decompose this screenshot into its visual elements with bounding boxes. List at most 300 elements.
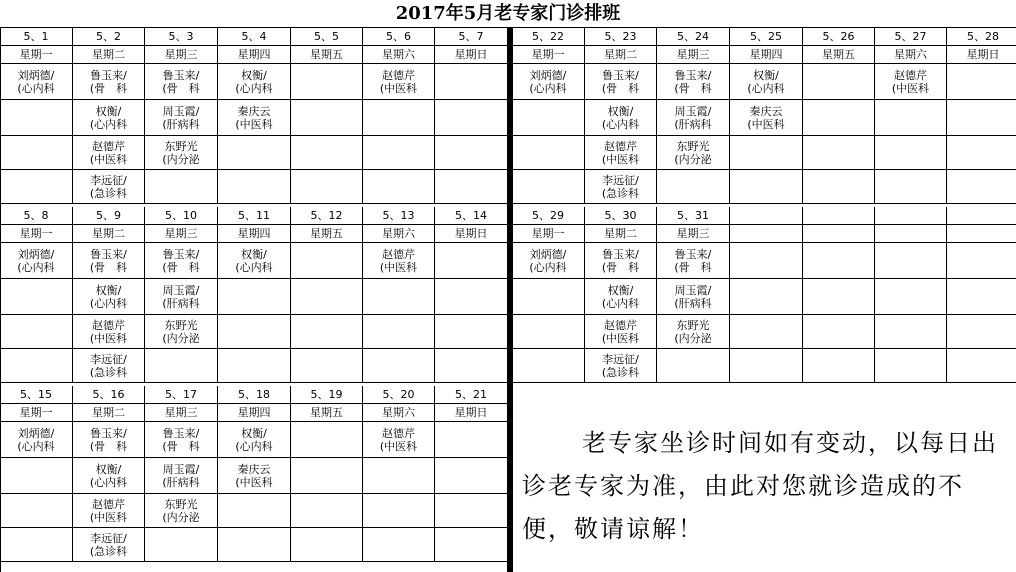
doctor-cell [435, 422, 508, 458]
date-cell [73, 28, 145, 46]
date-cell-text: 5、14 [455, 209, 487, 222]
doctor-cell [512, 243, 585, 279]
date-cell [803, 207, 875, 225]
date-cell-text: 5、11 [238, 209, 270, 222]
doctor-cell [435, 458, 508, 494]
date-cell-text: 5、18 [238, 388, 270, 401]
weekday-cell [947, 225, 1016, 243]
doctor-cell [435, 494, 508, 528]
weekday-cell [145, 46, 218, 64]
date-cell [363, 386, 435, 404]
weekday-cell-text: 星期二 [92, 48, 125, 61]
doctor-cell [730, 315, 803, 349]
doctor-cell-text: 周玉霞/ (肝病科 [162, 462, 200, 489]
doctor-cell [730, 279, 803, 315]
weekday-cell [363, 46, 435, 64]
date-cell [73, 386, 145, 404]
notice-text [512, 386, 1016, 572]
date-cell [218, 207, 291, 225]
weekday-cell [363, 404, 435, 422]
page-title: 2017年5月老专家门诊排班 [0, 0, 1016, 28]
doctor-cell [291, 458, 363, 494]
doctor-cell [875, 349, 947, 383]
weekday-cell [291, 46, 363, 64]
doctor-cell [0, 243, 73, 279]
doctor-cell [291, 243, 363, 279]
doctor-cell [803, 279, 875, 315]
weekday-cell [218, 404, 291, 422]
doctor-cell-text: 权衡/ (心内科 [601, 104, 640, 131]
doctor-cell [145, 243, 218, 279]
doctor-cell [512, 315, 585, 349]
weekday-cell [363, 225, 435, 243]
date-cell-text: 5、4 [241, 30, 267, 43]
doctor-cell [218, 64, 291, 100]
date-cell [585, 207, 657, 225]
date-cell-text: 5、5 [314, 30, 339, 43]
doctor-cell [145, 528, 218, 562]
doctor-cell [363, 100, 435, 136]
date-cell [512, 28, 585, 46]
weekday-cell [0, 404, 73, 422]
doctor-cell [730, 100, 803, 136]
doctor-cell-text: 周玉霞/ (肝病科 [162, 283, 200, 310]
weekday-cell [0, 46, 73, 64]
doctor-cell [730, 64, 803, 100]
doctor-cell [803, 170, 875, 204]
date-cell-text: 5、29 [532, 209, 564, 222]
doctor-cell [947, 315, 1016, 349]
doctor-cell [585, 315, 657, 349]
date-cell [435, 28, 508, 46]
doctor-cell-text: 东野光 (内分泌 [674, 318, 712, 345]
weekday-cell [73, 46, 145, 64]
doctor-cell [585, 100, 657, 136]
weekday-cell-text: 星期三 [676, 227, 710, 240]
date-cell-text: 5、6 [386, 30, 411, 43]
doctor-cell [73, 315, 145, 349]
doctor-cell [875, 64, 947, 100]
date-cell [435, 207, 508, 225]
doctor-cell [363, 64, 435, 100]
weekday-cell-text: 星期三 [164, 48, 198, 61]
weekday-cell [145, 404, 218, 422]
date-cell [291, 386, 363, 404]
weekday-cell [730, 46, 803, 64]
date-cell-text: 5、24 [677, 30, 709, 43]
weekday-cell-text: 星期二 [92, 227, 125, 240]
doctor-cell-text: 鲁玉来/ (骨 科 [162, 68, 200, 95]
weekday-cell [803, 225, 875, 243]
doctor-cell [145, 494, 218, 528]
doctor-cell [875, 279, 947, 315]
date-cell [730, 28, 803, 46]
date-cell [0, 386, 73, 404]
date-cell-text: 5、10 [165, 209, 197, 222]
notice-paragraph: 老专家坐诊时间如有变动，以每日出诊老专家为准，由此对您就诊造成的不便，敬请谅解！ [522, 429, 998, 543]
weekday-cell-text: 星期一 [19, 48, 53, 61]
doctor-cell [875, 315, 947, 349]
doctor-cell [73, 528, 145, 562]
weekday-cell [947, 46, 1016, 64]
doctor-cell [0, 279, 73, 315]
date-cell [145, 207, 218, 225]
doctor-cell-text: 赵德芹 (中医科 [601, 318, 640, 345]
date-cell [585, 28, 657, 46]
doctor-cell [291, 349, 363, 383]
weekday-cell [875, 225, 947, 243]
weekday-cell-text: 星期四 [237, 227, 271, 240]
doctor-cell [218, 136, 291, 170]
doctor-cell-text: 赵德芹 (中医科 [89, 497, 128, 524]
date-cell [947, 28, 1016, 46]
date-cell [218, 386, 291, 404]
doctor-cell-text: 刘炳德/ (心内科 [529, 247, 567, 274]
weekday-cell-text: 星期二 [604, 48, 637, 61]
doctor-cell [435, 136, 508, 170]
doctor-cell-text: 秦庆云 (中医科 [235, 104, 273, 131]
doctor-cell-text: 鲁玉来/ (骨 科 [674, 247, 712, 274]
doctor-cell [0, 528, 73, 562]
doctor-cell-text: 鲁玉来/ (骨 科 [89, 247, 128, 274]
date-cell-text: 5、16 [92, 388, 125, 401]
date-cell-text: 5、9 [96, 209, 121, 222]
date-cell [291, 207, 363, 225]
date-cell-text: 5、17 [165, 388, 197, 401]
doctor-cell [585, 349, 657, 383]
doctor-cell [0, 458, 73, 494]
doctor-cell [585, 136, 657, 170]
doctor-cell-text: 李远征/ (急诊科 [89, 352, 128, 379]
doctor-cell-text: 李远征/ (急诊科 [89, 531, 128, 558]
doctor-cell [145, 349, 218, 383]
weekday-cell-text: 星期日 [454, 227, 488, 240]
weekday-cell [291, 404, 363, 422]
doctor-cell [291, 170, 363, 204]
doctor-cell [947, 243, 1016, 279]
doctor-cell-text: 李远征/ (急诊科 [89, 173, 128, 200]
doctor-cell-text: 鲁玉来/ (骨 科 [162, 247, 200, 274]
doctor-cell [218, 315, 291, 349]
doctor-cell-text: 刘炳德/ (心内科 [17, 426, 55, 453]
doctor-cell [0, 349, 73, 383]
doctor-cell [218, 100, 291, 136]
date-cell [435, 386, 508, 404]
doctor-cell-text: 李远征/ (急诊科 [601, 173, 640, 200]
date-cell-text: 5、26 [822, 30, 855, 43]
doctor-cell-text: 鲁玉来/ (骨 科 [89, 426, 128, 453]
doctor-cell [730, 349, 803, 383]
date-cell [363, 28, 435, 46]
weekday-cell [730, 225, 803, 243]
doctor-cell [730, 136, 803, 170]
date-cell [73, 207, 145, 225]
doctor-cell-text: 东野光 (内分泌 [162, 497, 200, 524]
doctor-cell [803, 136, 875, 170]
doctor-cell [0, 170, 73, 204]
doctor-cell-text: 刘炳德/ (心内科 [17, 68, 55, 95]
doctor-cell [73, 494, 145, 528]
doctor-cell-text: 鲁玉来/ (骨 科 [89, 68, 128, 95]
doctor-cell [803, 64, 875, 100]
doctor-cell-text: 权衡/ (心内科 [89, 104, 128, 131]
weekday-cell [291, 225, 363, 243]
doctor-cell-text: 赵德芹 (中医科 [89, 139, 128, 166]
doctor-cell [435, 279, 508, 315]
doctor-cell [657, 349, 730, 383]
doctor-cell [947, 136, 1016, 170]
doctor-cell-text: 鲁玉来/ (骨 科 [162, 426, 200, 453]
doctor-cell-text: 权衡/ (心内科 [89, 462, 128, 489]
weekday-cell [585, 225, 657, 243]
doctor-cell [435, 243, 508, 279]
doctor-cell [585, 243, 657, 279]
doctor-cell [363, 422, 435, 458]
doctor-cell [73, 243, 145, 279]
doctor-cell [803, 100, 875, 136]
doctor-cell [512, 279, 585, 315]
weekday-cell-text: 星期六 [382, 227, 415, 240]
weekday-cell [218, 225, 291, 243]
date-cell-text: 5、15 [20, 388, 52, 401]
date-cell [291, 28, 363, 46]
weekday-cell-text: 星期六 [382, 48, 415, 61]
doctor-cell [0, 494, 73, 528]
doctor-cell [0, 64, 73, 100]
doctor-cell [145, 458, 218, 494]
doctor-cell-text: 权衡/ (心内科 [601, 283, 640, 310]
weekday-cell-text: 星期一 [531, 48, 565, 61]
doctor-cell-text: 权衡/ (心内科 [89, 283, 128, 310]
doctor-cell [435, 315, 508, 349]
date-cell [363, 207, 435, 225]
weekday-cell-text: 星期三 [676, 48, 710, 61]
doctor-cell [0, 136, 73, 170]
doctor-cell [657, 64, 730, 100]
doctor-cell [730, 243, 803, 279]
doctor-cell-text: 李远征/ (急诊科 [601, 352, 640, 379]
doctor-cell [218, 279, 291, 315]
weekday-cell-text: 星期五 [310, 48, 343, 61]
doctor-cell [218, 349, 291, 383]
date-cell [947, 207, 1016, 225]
doctor-cell-text: 赵德芹 (中医科 [891, 68, 930, 95]
doctor-cell [363, 279, 435, 315]
weekday-cell [435, 46, 508, 64]
doctor-cell [363, 315, 435, 349]
doctor-cell [145, 170, 218, 204]
doctor-cell [145, 422, 218, 458]
doctor-cell-text: 赵德芹 (中医科 [89, 318, 128, 345]
date-cell-text: 5、3 [168, 30, 194, 43]
doctor-cell [145, 279, 218, 315]
doctor-cell [73, 170, 145, 204]
doctor-cell [218, 243, 291, 279]
doctor-cell [947, 349, 1016, 383]
doctor-cell [947, 100, 1016, 136]
weekday-cell [875, 46, 947, 64]
weekday-cell [73, 225, 145, 243]
date-cell [657, 207, 730, 225]
doctor-cell [291, 422, 363, 458]
date-cell [0, 28, 73, 46]
doctor-cell-text: 鲁玉来/ (骨 科 [674, 68, 712, 95]
doctor-cell [363, 170, 435, 204]
doctor-cell [218, 528, 291, 562]
doctor-cell [657, 100, 730, 136]
date-cell [875, 207, 947, 225]
doctor-cell-text: 东野光 (内分泌 [162, 318, 200, 345]
doctor-cell [435, 349, 508, 383]
doctor-cell [291, 136, 363, 170]
doctor-cell [875, 243, 947, 279]
doctor-cell [435, 64, 508, 100]
weekday-cell-text: 星期四 [237, 406, 271, 419]
date-cell-text: 5、25 [750, 30, 782, 43]
doctor-cell [291, 494, 363, 528]
doctor-cell [145, 100, 218, 136]
doctor-cell-text: 赵德芹 (中医科 [379, 68, 418, 95]
doctor-cell [363, 243, 435, 279]
doctor-cell [585, 170, 657, 204]
doctor-cell [512, 136, 585, 170]
doctor-cell [0, 100, 73, 136]
date-cell [145, 28, 218, 46]
left-border [0, 28, 1, 572]
doctor-cell [218, 458, 291, 494]
doctor-cell [512, 349, 585, 383]
doctor-cell [363, 494, 435, 528]
weekday-cell-text: 星期三 [164, 227, 198, 240]
weekday-cell [73, 404, 145, 422]
date-cell-text: 5、13 [382, 209, 415, 222]
doctor-cell [512, 170, 585, 204]
weekday-cell-text: 星期二 [92, 406, 125, 419]
date-cell-text: 5、23 [604, 30, 637, 43]
doctor-cell [657, 279, 730, 315]
doctor-cell [145, 136, 218, 170]
weekday-cell-text: 星期二 [604, 227, 637, 240]
doctor-cell [435, 528, 508, 562]
doctor-cell [291, 528, 363, 562]
weekday-cell-text: 星期四 [237, 48, 271, 61]
doctor-cell [0, 315, 73, 349]
date-cell [145, 386, 218, 404]
weekday-cell [512, 225, 585, 243]
doctor-cell [363, 458, 435, 494]
doctor-cell [435, 170, 508, 204]
weekday-cell-text: 星期一 [19, 406, 53, 419]
doctor-cell-text: 权衡/ (心内科 [235, 426, 273, 453]
doctor-cell-text: 权衡/ (心内科 [235, 247, 273, 274]
weekday-cell-text: 星期日 [966, 48, 1000, 61]
weekday-cell-text: 星期三 [164, 406, 198, 419]
date-cell [875, 28, 947, 46]
date-cell-text: 5、27 [894, 30, 927, 43]
date-cell-text: 5、31 [677, 209, 709, 222]
date-cell [657, 28, 730, 46]
doctor-cell [803, 243, 875, 279]
doctor-cell [947, 64, 1016, 100]
weekday-cell [657, 225, 730, 243]
date-cell [512, 207, 585, 225]
weekday-cell-text: 星期日 [454, 406, 488, 419]
doctor-cell-text: 鲁玉来/ (骨 科 [601, 68, 640, 95]
weekday-cell-text: 星期四 [749, 48, 783, 61]
doctor-cell [585, 279, 657, 315]
doctor-cell [218, 170, 291, 204]
weekday-cell [218, 46, 291, 64]
weekday-cell-text: 星期六 [894, 48, 927, 61]
doctor-cell [657, 315, 730, 349]
doctor-cell [657, 136, 730, 170]
date-cell-text: 5、7 [458, 30, 484, 43]
doctor-cell [291, 279, 363, 315]
doctor-cell-text: 鲁玉来/ (骨 科 [601, 247, 640, 274]
doctor-cell-text: 赵德芹 (中医科 [379, 247, 418, 274]
doctor-cell-text: 刘炳德/ (心内科 [529, 68, 567, 95]
doctor-cell [875, 100, 947, 136]
doctor-cell [73, 349, 145, 383]
doctor-cell [291, 315, 363, 349]
date-cell-text: 5、12 [310, 209, 343, 222]
doctor-cell [73, 100, 145, 136]
date-cell [803, 28, 875, 46]
doctor-cell [585, 64, 657, 100]
doctor-cell [73, 279, 145, 315]
doctor-cell [363, 136, 435, 170]
doctor-cell [947, 170, 1016, 204]
doctor-cell [657, 170, 730, 204]
doctor-cell [363, 349, 435, 383]
date-cell-text: 5、19 [310, 388, 343, 401]
date-cell-text: 5、30 [604, 209, 637, 222]
date-cell [0, 207, 73, 225]
date-cell-text: 5、2 [96, 30, 121, 43]
date-cell [730, 207, 803, 225]
date-cell [218, 28, 291, 46]
doctor-cell [803, 315, 875, 349]
doctor-cell [875, 170, 947, 204]
doctor-cell-text: 权衡/ (心内科 [235, 68, 273, 95]
doctor-cell [435, 100, 508, 136]
weekday-cell-text: 星期五 [822, 48, 855, 61]
weekday-cell [585, 46, 657, 64]
weekday-cell [657, 46, 730, 64]
doctor-cell [730, 170, 803, 204]
weekday-cell [435, 404, 508, 422]
weekday-cell [803, 46, 875, 64]
doctor-cell-text: 赵德芹 (中医科 [379, 426, 418, 453]
doctor-cell [803, 349, 875, 383]
doctor-cell [218, 422, 291, 458]
doctor-cell-text: 周玉霞/ (肝病科 [674, 283, 712, 310]
doctor-cell-text: 东野光 (内分泌 [674, 139, 712, 166]
doctor-cell [73, 136, 145, 170]
weekday-cell [512, 46, 585, 64]
doctor-cell [73, 458, 145, 494]
weekday-cell [435, 225, 508, 243]
doctor-cell [145, 64, 218, 100]
weekday-cell-text: 星期一 [531, 227, 565, 240]
weekday-cell-text: 星期五 [310, 227, 343, 240]
doctor-cell [0, 422, 73, 458]
weekday-cell-text: 星期五 [310, 406, 343, 419]
doctor-cell-text: 赵德芹 (中医科 [601, 139, 640, 166]
date-cell-text: 5、8 [23, 209, 49, 222]
weekday-cell-text: 星期日 [454, 48, 488, 61]
doctor-cell [363, 528, 435, 562]
